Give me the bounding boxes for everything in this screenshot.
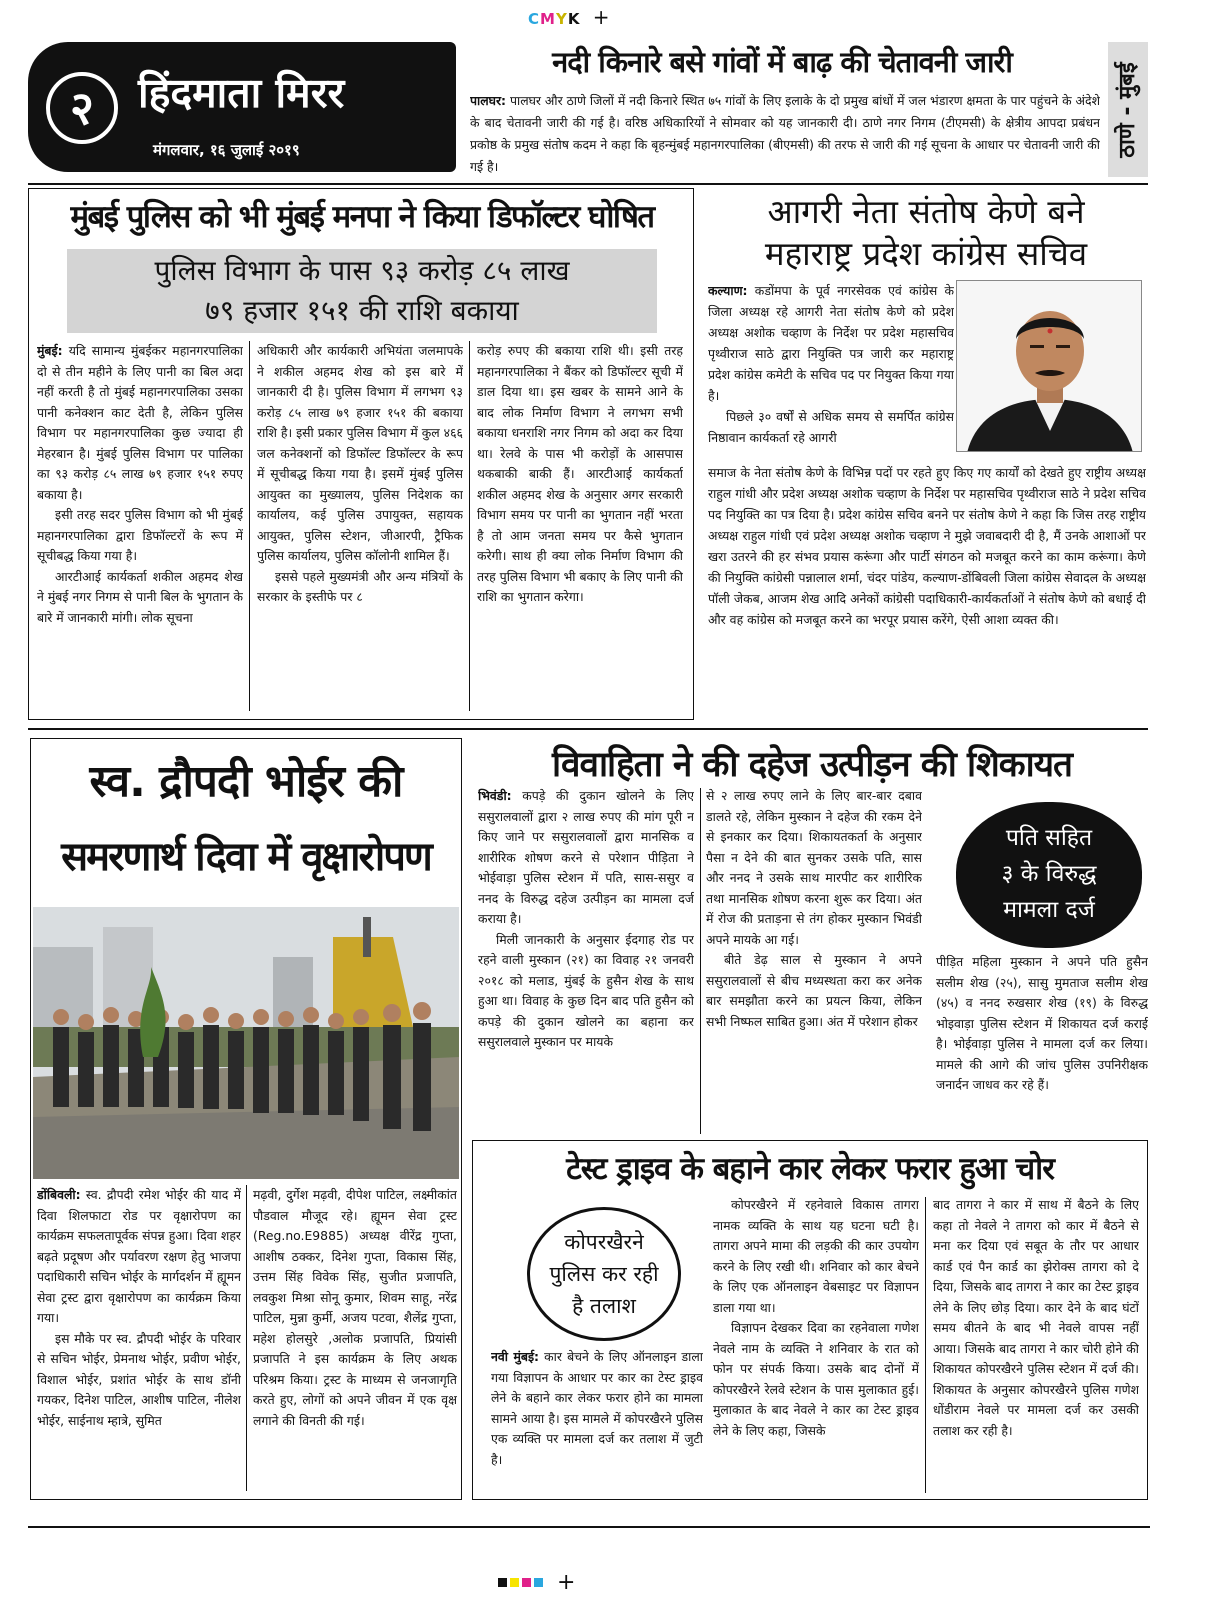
story-tree bbox=[30, 738, 462, 1500]
tree-col2-p1: मढ़वी, दुर्गेश मढ़वी, दीपेश पाटिल, लक्ष्मीकांत पौडवाल मौजूद रहे। ह्यूमन सेवा ट्रस्ट (Reg.no.E9885) अध्यक्ष वीरेंद्र गुप्ता, आशीष ठक्कर, दिनेश गुप्ता, विकास सिंह, उत्तम सिंह विवेक सिंह, सुजीत प्रजापति, लवकुश मिश्रा सोनू कुमार, शिवम साहू, नरेंद्र पाटिल, मुन्ना कुर्मी, अजय पटवा, शैलेंद्र गुप्ता, महेश होलसुरे ,अलोक प्रजापति, प्रियांसी प्रजापति ने इस कार्यक्रम के लिए अथक परिश्रम किया। ट्रस्ट के माध्यम से जनजागृति करते हुए, लोगों को अपने जीवन में एक वृक्ष लगाने की विनती की गई। bbox=[253, 1187, 457, 1428]
theft-col3-p1: बाद तागरा ने कार में साथ में बैठने के लिए कहा तो नेवले ने तागरा को कार में बैठने से मना कर दिया एवं सबूत के तौर पर आधार कार्ड एवं पैन कार्ड का झेरोक्स तागरा को दे दिया, जिसके बाद तागरा ने कार का टेस्ट ड्राइव लेने के लिए छोड़ दिया। कार देने के बाद घंटों समय बीतने के बाद भी नेवले वापस नहीं आया। जिसके बाद तागरा ने कार चोरी होने की शिकायत कोपरखैरने पुलिस स्टेशन में दर्ज की। शिकायत के अनुसार कोपरखैरने पुलिस गणेश धोंडीराम नेवले पर मामला दर्ज कर उसकी तलाश कर रही है। bbox=[933, 1197, 1139, 1438]
color-registration-mark-top bbox=[528, 5, 628, 29]
flood-text: पालघर और ठाणे जिलों में नदी किनारे स्थित ७५ गांवों के लिए इलाके के दो प्रमुख बांधों में जल भंडारण क्षमता के पार पहुंचने के अंदेशे के बाद चेतावनी जारी की गई है। वरिष्ठ अधिकारियों ने सोमवार को यह जानकारी दी। ठाणे नगर निगम (टीएमसी) के क्षेत्रीय आपदा प्रबंधन प्रकोष्ठ के प्रमुख संतोष कदम ने कहा कि बृहन्मुंबई महानगरपालिका (बीएमसी) की तरफ से जारी की गई सूचना के आधार पर चेतावनी जारी की गई है। bbox=[470, 93, 1100, 174]
theft-dateline: नवी मुंबई: bbox=[491, 1349, 540, 1364]
col-rule bbox=[469, 341, 470, 711]
police-subhead-line1: पुलिस विभाग के पास ९३ करोड़ ८५ लाख bbox=[154, 254, 570, 287]
col-rule bbox=[249, 341, 250, 711]
edition-tag-panel bbox=[1108, 42, 1148, 177]
police-col1-p2: इसी तरह सदर पुलिस विभाग को भी मुंबई महानगरपालिका द्वारा डिफॉल्टरों के रूप में सूचीबद्ध किया गया है। bbox=[37, 507, 243, 563]
police-col2-p1: अधिकारी और कार्यकारी अभियंता जलमापके ने शकील अहमद शेख को इस बारे में जानकारी दी है। पुलिस विभाग में लगभग ९३ करोड़ ८५ लाख ७९ हजार १५१ की बकाया राशि है। इसी प्रकार पुलिस विभाग में कुल ४६६ जल कनेक्शनों को डिफॉल्ट डिफॉल्टर के रूप में सूचीबद्ध किया गया है। इसमें मुंबई पुलिस आयुक्त का मुख्यालय, पुलिस निदेशक का कार्यालय, कई पुलिस उपायुक्त, सहायक आयुक्त, पुलिस स्टेशन, जीआरपी, ट्रैफिक पुलिस कार्यालय, पुलिस कॉलोनी शामिल हैं। bbox=[257, 343, 463, 563]
agri-p1: कडोंमपा के पूर्व नगरसेवक एवं कांग्रेस के जिला अध्यक्ष रहे आगरी नेता संतोष केणे को प्रदेश अध्यक्ष अशोक चव्हाण के निर्देश पर प्रदेश महासचिव पृथ्वीराज साठे द्वारा नियुक्ति पत्र जारी कर महाराष्ट्र प्रदेश कांग्रेस कमेटी के सचिव पद पर नियुक्त किया गया है। bbox=[708, 283, 954, 403]
theft-badge-line2: पुलिस कर रही bbox=[549, 1262, 659, 1286]
swatch-yellow bbox=[510, 1578, 519, 1587]
theft-col1-p1: कार बेचने के लिए ऑनलाइन डाला गया विज्ञापन के आधार पर कार का टेस्ट ड्राइव लेने के बहाने कार लेकर फरार होने का मामला सामने आया है। इस मामले में कोपरखैरने पुलिस एक व्यक्ति पर मामला दर्ज कर तलाश में जुटी है। bbox=[491, 1349, 703, 1467]
police-col2 bbox=[257, 341, 463, 713]
story-dowry bbox=[472, 736, 1152, 1140]
police-headline: मुंबई पुलिस को भी मुंबई मनपा ने किया डिफॉल्टर घोषित bbox=[70, 199, 654, 235]
group-photo-image bbox=[33, 907, 459, 1179]
dowry-col1-p1: कपड़े की दुकान खोलने के लिए ससुरालवालों द्वारा २ लाख रुपए की मांग पूरी न किए जाने पर ससुरालवालों द्वारा मानसिक व शारीरिक शोषण करने से परेशान पीड़िता ने भोईवाड़ा पुलिस स्टेशन में पति, सास-ससुर व ननद के विरुद्ध दहेज उत्पीड़न का मामला दर्ज कराया है। bbox=[478, 788, 694, 926]
police-subhead bbox=[67, 249, 657, 333]
col-rule bbox=[700, 788, 701, 1134]
police-dateline: मुंबई: bbox=[37, 343, 63, 358]
theft-badge-line1: कोपरखैरने bbox=[564, 1230, 644, 1254]
tree-col2 bbox=[253, 1185, 457, 1493]
paper-name: हिंदमाता मिरर bbox=[138, 69, 345, 117]
dowry-badge-line3: मामला दर्ज bbox=[1003, 897, 1095, 923]
story-agri bbox=[702, 186, 1150, 726]
theft-col2-p1: कोपरखैरने में रहनेवाले विकास तागरा नामक व्यक्ति के साथ यह घटना घटी है। तागरा अपने मामा की लड़की की कार उपयोग करने के लिए रखी थी। शनिवार को कार बेचने के लिए एक ऑनलाइन वेबसाइट पर विज्ञापन डाला गया था। bbox=[713, 1197, 919, 1315]
crosshair-icon: + bbox=[592, 5, 611, 29]
dowry-badge-line1: पति सहित bbox=[1005, 825, 1093, 851]
agri-headline-line2: महाराष्ट्र प्रदेश कांग्रेस सचिव bbox=[764, 234, 1088, 273]
plantation-photo bbox=[33, 907, 459, 1179]
col-rule bbox=[925, 1197, 926, 1493]
story-flood bbox=[462, 42, 1102, 180]
swatch-black bbox=[498, 1578, 507, 1587]
theft-col2 bbox=[713, 1195, 919, 1495]
dowry-dateline: भिवंडी: bbox=[478, 788, 512, 803]
dowry-col3 bbox=[936, 952, 1148, 1136]
dowry-col2-p2: बीते डेढ़ साल से मुस्कान ने अपने ससुरालवालों से बीच मध्यस्थता करा कर अनेक बार समझौता करने का प्रयत्न किया, लेकिन सभी निष्फल साबित हुआ। अंत में परेशान होकर bbox=[706, 952, 922, 1029]
santosh-kene-photo bbox=[956, 280, 1142, 452]
swatch-cyan bbox=[534, 1578, 543, 1587]
dowry-col2 bbox=[706, 786, 922, 1136]
dowry-headline: विवाहिता ने की दहेज उत्पीड़न की शिकायत bbox=[551, 745, 1073, 785]
cmyk-c: C bbox=[528, 10, 541, 28]
cmyk-m: M bbox=[540, 10, 556, 28]
agri-col-bottom bbox=[708, 462, 1146, 722]
dowry-badge-line2: ३ के विरुद्ध bbox=[1001, 861, 1097, 887]
masthead-panel bbox=[28, 42, 456, 172]
flood-body bbox=[470, 90, 1100, 180]
agri-headline-line1: आगरी नेता संतोष केणे बने bbox=[767, 192, 1085, 231]
police-col2-p2: इससे पहले मुख्यमंत्री और अन्य मंत्रियों के सरकार के इस्तीफे पर ८ bbox=[257, 568, 463, 604]
flood-headline: नदी किनारे बसे गांवों में बाढ़ की चेतावनी जारी bbox=[552, 45, 1012, 79]
tree-col1 bbox=[37, 1185, 241, 1493]
tree-headline-line1: स्व. द्रौपदी भोईर की bbox=[89, 756, 403, 807]
tree-dateline: डोंबिवली: bbox=[37, 1187, 81, 1202]
page-number: २ bbox=[46, 72, 118, 144]
crosshair-icon: + bbox=[557, 1570, 576, 1595]
dowry-col2-p1: से २ लाख रुपए लाने के लिए बार-बार दबाव डालते रहे, लेकिन मुस्कान ने दहेज की रकम देने से इनकार कर दिया। शिकायतकर्ता के अनुसार पैसा न देने की बात सुनकर उसके पति, सास और ननद ने उसके साथ मारपीट कर शारीरिक तथा मानसिक शोषण करना शुरू कर दिया। अंत में रोज की प्रताड़ना से तंग होकर मुस्कान भिवंडी अपने मायके आ गई। bbox=[706, 788, 922, 947]
divider-top bbox=[28, 183, 1148, 185]
divider-bottom bbox=[28, 1526, 1150, 1528]
police-col1-p1: यदि सामान्य मुंबईकर महानगरपालिका दो से तीन महीने के लिए पानी का बिल अदा नहीं करती है तो मुंबई महानगरपालिका उसका पानी कनेक्शन काट देती है, लेकिन पुलिस विभाग पर महानगरपालिका कुछ ज्यादा ही मेहरबान है। मुंबई पुलिस विभाग पर पालिका का ९३ करोड़ ८५ लाख ७९ हजार १५१ रुपए बकाया है। bbox=[37, 343, 243, 502]
tree-col1-p1: स्व. द्रौपदी रमेश भोईर की याद में दिवा शिलफाटा रोड पर वृक्षारोपण का कार्यक्रम सफलतापूर्वक संपन्न हुआ। दिवा शहर बढ़ते प्रदूषण और पर्यावरण रक्षण हेतु भाजपा पदाधिकारी सचिन भोईर के मार्गदर्शन में ह्यूमन सेवा ट्रस्ट द्वारा वृक्षारोपण का कार्यक्रम किया गया। bbox=[37, 1187, 241, 1325]
agri-p2-rest: समाज के नेता संतोष केणे के विभिन्न पदों पर रहते हुए किए गए कार्यों को देखते हुए राष्ट्रीय अध्यक्ष राहुल गांधी और प्रदेश अध्यक्ष अशोक चव्हाण के निर्देश पर महासचिव पृथ्वीराज साठे ने प्रदेश सचिव पद नियुक्ति का पत्र दिया है। प्रदेश कांग्रेस सचिव बनने पर संतोष केणे ने कहा कि जिस तरह राष्ट्रीय अध्यक्ष राहुल गांधी एवं प्रदेश अध्यक्ष अशोक चव्हाण ने मुझे जवाबदारी दी है, मैं उनके आशाओं पर खरा उतरने की हर संभव प्रयास करूंगा और पार्टी संगठन को मजबूत करने का काम करूंगा। केणे की नियुक्ति कांग्रेसी पन्नालाल शर्मा, चंदर पांडेय, कल्याण-डोंबिवली जिला कांग्रेस सेवादल के अध्यक्ष पॉली जेकब, आजम शेख आदि अनेकों कांग्रेसी पदाधिकारी-कार्यकर्ताओं ने संतोष केणे को बधाई दी और वह कांग्रेस को मजबूत करने का भरपूर प्रयास करेंगे, ऐसी आशा व्यक्त की। bbox=[708, 465, 1146, 627]
theft-badge-line3: है तलाश bbox=[572, 1294, 636, 1318]
cmyk-k: K bbox=[567, 10, 581, 28]
tree-col1-p2: इस मौके पर स्व. द्रौपदी भोईर के परिवार से सचिन भोईर, प्रेमनाथ भोईर, प्रवीण भोईर, विशाल भोईर, प्रशांत भोईर के साथ डॉनी गयकर, दिनेश पाटिल, आशीष पाटिल, नीलेश भोईर, साईनाथ म्हात्रे, सुमित bbox=[37, 1330, 241, 1428]
police-col3-p1: करोड़ रुपए की बकाया राशि थी। इसी तरह महानगरपालिका ने बैंकर को डिफॉल्टर सूची में डाल दिया था। इस खबर के सामने आने के बाद लोक निर्माण विभाग ने लगभग सभी बकाया धनराशि नगर निगम को अदा कर दिया था। रेलवे के पास भी करोड़ों के आसपास थकबाकी बाकी हैं। आरटीआई कार्यकर्ता शकील अहमद शेख के अनुसार अगर सरकारी विभाग समय पर पानी का भुगतान नहीं भरता है तो आम जनता समय पर कैसे भुगतान करेगी। साथ ही क्या लोक निर्माण विभाग की तरह पुलिस विभाग भी बकाए के लिए पानी की राशि का भुगतान करेगा। bbox=[477, 343, 683, 604]
agri-col-top bbox=[708, 280, 954, 458]
swatch-magenta bbox=[522, 1578, 531, 1587]
agri-p2-top: पिछले ३० वर्षों से अधिक समय से समर्पित कांग्रेस निष्ठावान कार्यकर्ता रहे आगरी bbox=[708, 409, 954, 445]
dowry-col1 bbox=[478, 786, 694, 1136]
police-col1 bbox=[37, 341, 243, 713]
tree-headline-line2: समरणार्थ दिवा में वृक्षारोपण bbox=[61, 834, 431, 880]
cmyk-y: Y bbox=[555, 10, 568, 28]
theft-col2-p2: विज्ञापन देखकर दिवा का रहनेवाला गणेश नेवले नाम के व्यक्ति ने शनिवार के रात को फोन पर संपर्क किया। उसके बाद दोनों में कोपरखैरने रेलवे स्टेशन के पास मुलाकात हुई। मुलाकात के बाद नेवले ने कार का टेस्ट ड्राइव लेने के लिए कहा, जिसके bbox=[713, 1320, 919, 1438]
portrait-image bbox=[957, 281, 1142, 452]
agri-dateline: कल्याण: bbox=[708, 283, 748, 298]
flood-dateline: पालघर: bbox=[470, 93, 506, 108]
story-police bbox=[28, 188, 694, 720]
color-registration-mark-bottom bbox=[498, 1568, 618, 1595]
theft-headline: टेस्ट ड्राइव के बहाने कार लेकर फरार हुआ चोर bbox=[566, 1151, 1054, 1187]
dowry-badge bbox=[956, 802, 1142, 948]
col-rule bbox=[246, 1185, 247, 1491]
dowry-col3-p1: पीड़ित महिला मुस्कान ने अपने पति हुसैन सलीम शेख (२५), सासु मुमताज सलीम शेख (४५) व ननद रुखसार शेख (१९) के विरुद्ध भोइवाड़ा पुलिस स्टेशन में शिकायत दर्ज कराई है। भोईवाड़ा पुलिस ने मामला दर्ज कर लिया। मामले की आगे की जांच पुलिस उपनिरीक्षक जनार्दन जाधव कर रहे हैं। bbox=[936, 954, 1148, 1092]
edition-tag: ठाणे - मुंबई bbox=[1115, 62, 1140, 158]
theft-badge bbox=[527, 1207, 681, 1341]
issue-date: मंगलवार, १६ जुलाई २०१९ bbox=[153, 141, 300, 159]
police-col1-p3: आरटीआई कार्यकर्ता शकील अहमद शेख ने मुंबई नगर निगम से पानी बिल के भुगतान के बारे में जानकारी मांगी। लोक सूचना bbox=[37, 568, 243, 625]
theft-col1 bbox=[491, 1347, 703, 1495]
divider-mid bbox=[28, 728, 1148, 730]
story-theft bbox=[472, 1140, 1148, 1500]
police-col3 bbox=[477, 341, 683, 713]
police-subhead-line2: ७९ हजार १५१ की राशि बकाया bbox=[205, 294, 519, 327]
dowry-col1-p2: मिली जानकारी के अनुसार ईदगाह रोड पर रहने वाली मुस्कान (२१) का विवाह २१ जनवरी २०१८ को मलाड, मुंबई के हुसैन शेख के साथ हुआ था। विवाह के कुछ दिन बाद पति हुसैन को कपड़े की दुकान खोलने का बहाना कर ससुरालवाले मुस्कान पर मायके bbox=[478, 931, 694, 1049]
theft-col3 bbox=[933, 1195, 1139, 1495]
